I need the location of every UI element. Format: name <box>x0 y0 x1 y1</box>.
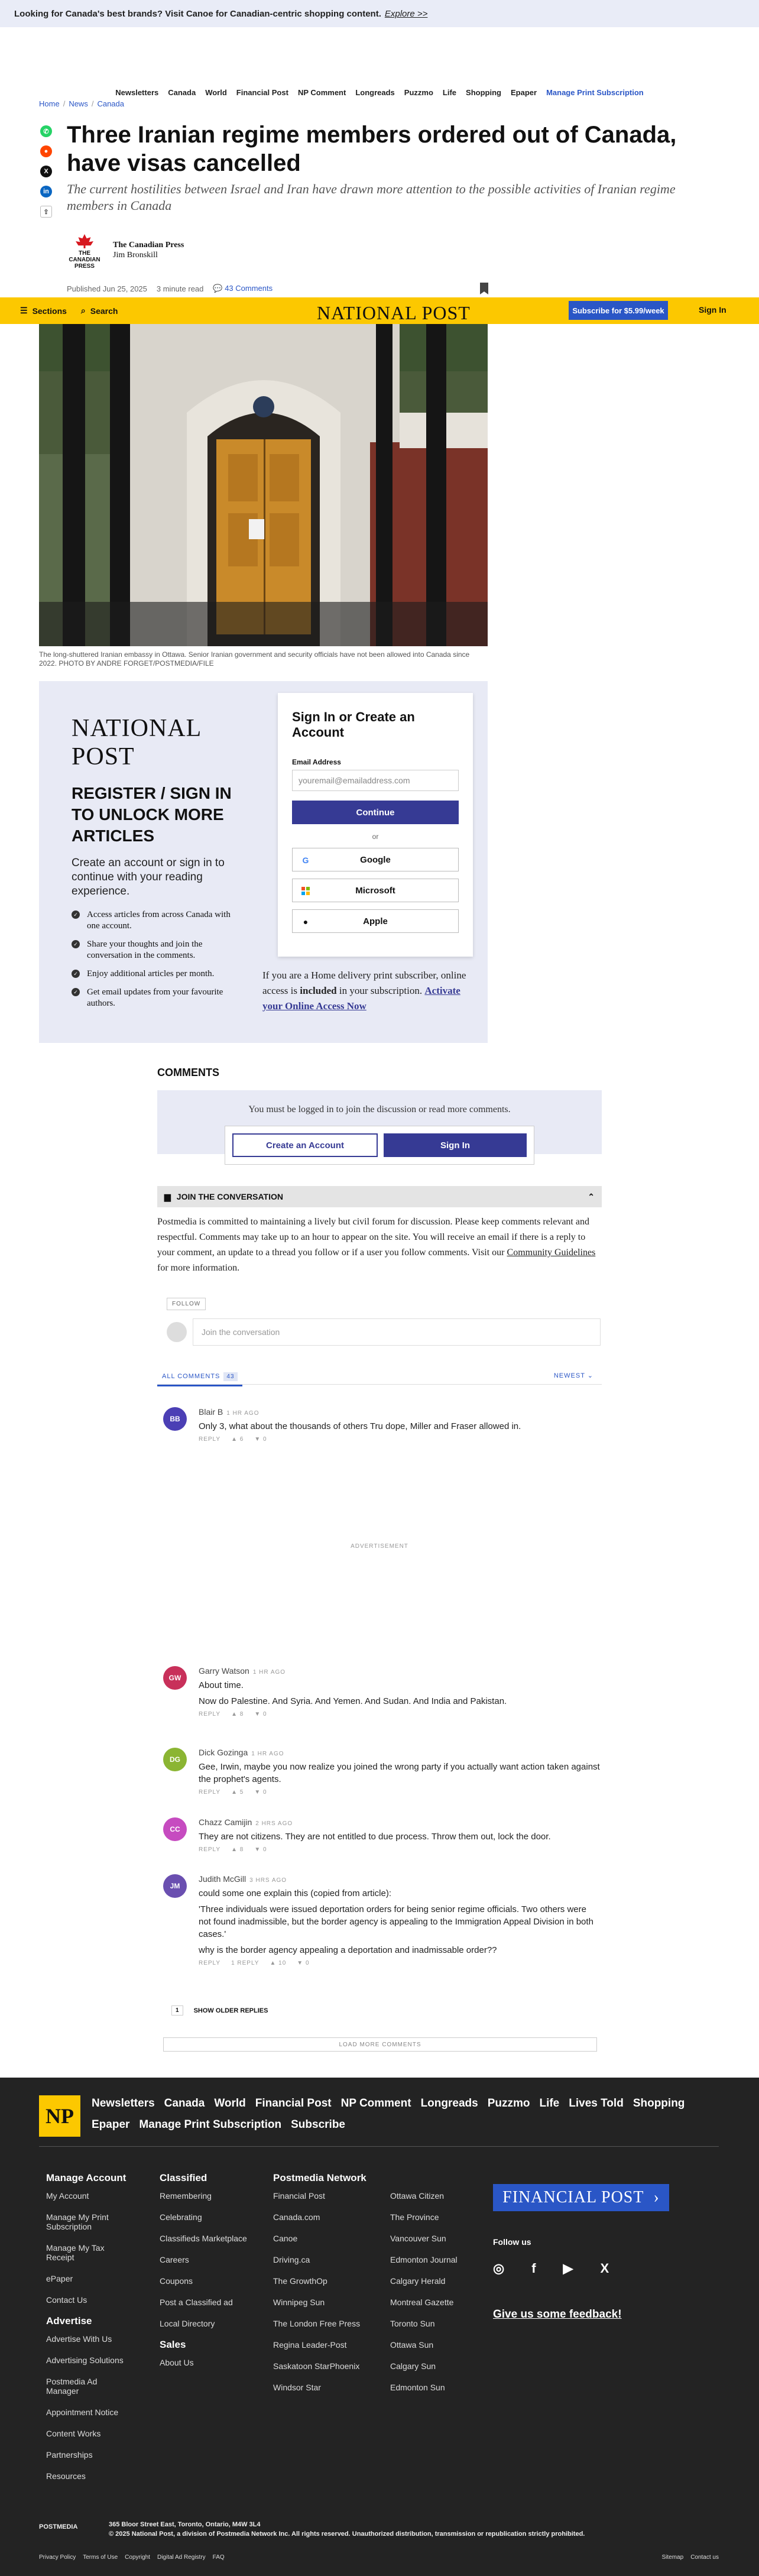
downvote-button[interactable]: ▼ 0 <box>254 1789 267 1796</box>
email-label: Email Address <box>292 758 341 766</box>
footer-link[interactable]: The GrowthOp <box>273 2276 327 2286</box>
nav-shopping[interactable]: Shopping <box>466 88 501 97</box>
footer-link[interactable]: ePaper <box>46 2274 73 2283</box>
commenter-name[interactable]: Chazz Camijin <box>199 1817 252 1827</box>
read-time: 3 minute read <box>156 284 204 293</box>
article-deck: The current hostilities between Israel and Iran have drawn more attention to the possible activities of Iranian regime members in Canada <box>67 182 676 213</box>
footer-link[interactable]: FAQ <box>212 2554 225 2561</box>
footer-link[interactable]: Calgary Sun <box>390 2361 436 2371</box>
footer-link[interactable]: Calgary Herald <box>390 2276 446 2286</box>
footer-divider <box>39 2146 719 2147</box>
search-button[interactable]: ⌕ Search <box>80 306 118 316</box>
footer-link[interactable]: About Us <box>160 2358 194 2367</box>
footer-link[interactable]: Toronto Sun <box>390 2319 435 2328</box>
footer-link[interactable]: Partnerships <box>46 2450 93 2460</box>
benefit-item: ✓ Get email updates from your favourite authors. <box>72 987 243 1009</box>
footer-link[interactable]: Winnipeg Sun <box>273 2298 325 2307</box>
check-icon: ✓ <box>72 910 80 919</box>
downvote-button[interactable]: ▼ 0 <box>254 1846 267 1853</box>
chevron-down-icon: ⌄ <box>587 1372 593 1379</box>
sign-in-title: Sign In or Create an Account <box>292 709 415 740</box>
google-icon: G <box>302 856 309 865</box>
nav-longreads[interactable]: Longreads <box>355 88 395 97</box>
instagram-icon[interactable]: ◎ <box>493 2261 505 2276</box>
footer-nav-item[interactable]: Life <box>539 2097 560 2110</box>
community-policy: Postmedia is committed to maintaining a lively but civil forum for discussion. Please keep comments relevant and respectful. Comments may take up to an hour to appear on the site. You will receive an email if there is a reply to your comment, an update to a thread you follow or if a user you follow comments. Visit our Community Guidelines for more information. <box>157 1217 596 1273</box>
benefit-item: ✓ Share your thoughts and join the conversation in the comments. <box>72 939 243 961</box>
footer-link[interactable]: Privacy Policy <box>39 2554 76 2561</box>
reply-button[interactable]: REPLY <box>199 1436 221 1443</box>
footer-link[interactable]: Manage My Tax Receipt <box>46 2243 105 2262</box>
byline <box>67 234 184 271</box>
comments-sign-in-button[interactable]: Sign In <box>384 1133 527 1157</box>
check-icon: ✓ <box>72 940 80 948</box>
upvote-button[interactable]: ▲ 5 <box>231 1789 244 1796</box>
linkedin-icon[interactable]: in <box>40 186 52 197</box>
footer-link[interactable]: Windsor Star <box>273 2383 321 2392</box>
footer-link[interactable]: Advertise With Us <box>46 2334 112 2344</box>
nav-canada[interactable]: Canada <box>168 88 196 97</box>
nav-world[interactable]: World <box>205 88 227 97</box>
footer-nav-item[interactable]: World <box>214 2097 246 2110</box>
footer-link[interactable]: Financial Post <box>273 2191 325 2201</box>
nav-financial-post[interactable]: Financial Post <box>236 88 288 97</box>
nav-puzzmo[interactable]: Puzzmo <box>404 88 433 97</box>
commenter-name[interactable]: Garry Watson <box>199 1666 249 1676</box>
comments-login-box <box>157 1090 602 1154</box>
footer-link[interactable]: Digital Ad Registry <box>157 2554 206 2561</box>
footer-nav-item[interactable]: NP Comment <box>340 2097 411 2110</box>
avatar[interactable]: GW <box>163 1666 187 1690</box>
apple-icon: ● <box>303 917 309 926</box>
subscribe-button[interactable]: Subscribe for $5.99/week <box>569 301 668 320</box>
downvote-button[interactable]: ▼ 0 <box>254 1436 267 1443</box>
footer-link[interactable]: Sitemap <box>661 2554 684 2561</box>
microsoft-button[interactable]: Microsoft <box>292 879 459 902</box>
footer-link[interactable]: Canoe <box>273 2234 298 2243</box>
footer-nav-item[interactable]: Financial Post <box>255 2097 332 2110</box>
bookmark-icon[interactable] <box>480 283 488 294</box>
published-date: Published Jun 25, 2025 <box>67 284 147 293</box>
comment-text: 'Three individuals were issued deportation orders for being senior regime officials. Two others were not found inadmissible, but the border agency is appealing to the Immigration Appeal Division in both cases.' <box>199 1904 593 1939</box>
comment-item <box>163 1817 601 1853</box>
tab-all-comments[interactable]: ALL COMMENTS 43 <box>157 1368 242 1386</box>
header-sign-in[interactable]: Sign In <box>699 305 726 315</box>
show-older-replies[interactable]: 1 SHOW OLDER REPLIES <box>171 2005 268 2016</box>
comment-text: They are not citizens. They are not entitled to due process. Throw them out, lock the door. <box>199 1832 551 1842</box>
comment-tabs <box>157 1367 602 1385</box>
comment-item <box>163 1666 601 1718</box>
canadian-press-logo: THE CANADIAN PRESS <box>67 234 102 271</box>
footer-nav <box>92 2095 718 2133</box>
footer-nav-item[interactable]: Epaper <box>92 2118 130 2131</box>
sort-newest[interactable]: NEWEST ⌄ <box>553 1372 593 1379</box>
footer-link[interactable]: Remembering <box>160 2191 212 2201</box>
breadcrumb-canada[interactable]: Canada <box>97 99 124 108</box>
share-link-icon[interactable]: ⇪ <box>40 206 52 218</box>
avatar[interactable]: CC <box>163 1817 187 1841</box>
comment-icon: 💬 <box>213 284 223 293</box>
author-name[interactable]: Jim Bronskill <box>113 251 158 260</box>
footer-link[interactable]: Manage My Print Subscription <box>46 2212 109 2231</box>
commenter-name[interactable]: Judith McGill <box>199 1874 246 1884</box>
downvote-button[interactable]: ▼ 0 <box>254 1711 267 1718</box>
comment-time: 3 HRS AGO <box>249 1877 287 1884</box>
footer-nav-item[interactable]: Canada <box>164 2097 205 2110</box>
comments-login-message: You must be logged in to join the discussion or read more comments. <box>248 1104 511 1114</box>
footer-link[interactable]: Post a Classified ad <box>160 2298 233 2307</box>
user-avatar <box>167 1322 187 1342</box>
nav-np-comment[interactable]: NP Comment <box>297 88 346 97</box>
reply-button[interactable]: REPLY <box>199 1711 221 1718</box>
footer-link[interactable]: Copyright <box>125 2554 150 2561</box>
reply-button[interactable]: REPLY <box>199 1960 221 1966</box>
benefit-item: ✓ Access articles from across Canada with one account. <box>72 909 243 932</box>
advertisement-label: ADVERTISEMENT <box>351 1543 408 1550</box>
comment-text: why is the border agency appealing a deportation and inadmissable order?? <box>199 1945 497 1955</box>
check-icon: ✓ <box>72 970 80 978</box>
footer-link[interactable]: Careers <box>160 2255 189 2264</box>
footer-link[interactable]: Ottawa Sun <box>390 2340 434 2350</box>
promo-banner <box>0 0 759 27</box>
comment-time: 1 HR AGO <box>226 1410 260 1417</box>
footer-nav-item[interactable]: Newsletters <box>92 2097 155 2110</box>
footer-link[interactable]: Celebrating <box>160 2212 202 2222</box>
footer-link[interactable]: Edmonton Journal <box>390 2255 458 2264</box>
footer-link[interactable]: Postmedia Ad Manager <box>46 2377 98 2396</box>
reddit-icon[interactable]: ● <box>40 145 52 157</box>
comment-time: 1 HR AGO <box>251 1751 284 1757</box>
footer-classified: Classified Remembering Celebrating Classifieds Marketplace Careers Coupons Post a Classified ad Local Directory Sales About Us <box>160 2173 266 2379</box>
author-org[interactable]: The Canadian Press <box>113 241 184 250</box>
apple-button[interactable]: ● Apple <box>292 909 459 933</box>
footer-nav-item[interactable]: Shopping <box>632 2097 685 2110</box>
footer-nav-item[interactable]: Manage Print Subscription <box>139 2118 282 2131</box>
nav-newsletters[interactable]: Newsletters <box>115 88 159 97</box>
youtube-icon[interactable]: ▶ <box>563 2261 573 2276</box>
email-field[interactable]: youremail@emailaddress.com <box>292 770 459 791</box>
footer-link[interactable]: Terms of Use <box>83 2554 118 2561</box>
footer-nav-item[interactable]: Lives Told <box>569 2097 624 2110</box>
whatsapp-icon[interactable]: ✆ <box>40 125 52 137</box>
article-headline: Three Iranian regime members ordered out of Canada, have visas cancelled <box>67 122 677 176</box>
commenter-name[interactable]: Dick Gozinga <box>199 1748 248 1757</box>
avatar[interactable]: DG <box>163 1748 187 1771</box>
comment-text: Now do Palestine. And Syria. And Yemen. And Sudan. And India and Pakistan. <box>199 1696 507 1706</box>
registration-wall <box>39 681 488 1043</box>
footer-link[interactable]: Regina Leader-Post <box>273 2340 347 2350</box>
footer-bottom-links <box>39 2554 719 2561</box>
share-bar <box>40 125 52 218</box>
footer-nav-item[interactable]: Longreads <box>420 2097 478 2110</box>
activate-online-access-link[interactable]: Activate your Online Access Now <box>262 985 460 1012</box>
footer-link[interactable]: Vancouver Sun <box>390 2234 446 2243</box>
footer-link[interactable]: Montreal Gazette <box>390 2298 454 2307</box>
comments-link[interactable]: 💬 43 Comments <box>213 284 273 293</box>
reply-button[interactable]: REPLY <box>199 1846 221 1853</box>
breadcrumb-home[interactable]: Home <box>39 99 60 108</box>
comment-item <box>163 1407 601 1443</box>
reg-subheading: Create an account or sign in to continue with your reading experience. <box>72 857 225 897</box>
comment-item <box>163 1874 601 1966</box>
footer-link[interactable]: Contact us <box>690 2554 719 2561</box>
follow-button[interactable]: FOLLOW <box>167 1298 206 1310</box>
nav-manage-print[interactable]: Manage Print Subscription <box>546 88 644 97</box>
community-guidelines-link[interactable]: Community Guidelines <box>507 1248 596 1258</box>
comment-text: About time. <box>199 1680 244 1690</box>
comment-text: Gee, Irwin, maybe you now realize you joined the wrong party if you actually want action taken against the prophet's agents. <box>199 1762 600 1784</box>
national-post-logo[interactable]: NATIONAL POST <box>317 302 471 323</box>
microsoft-icon <box>301 886 310 896</box>
footer-address: 365 Bloor Street East, Toronto, Ontario, M4W 3L4 <box>109 2521 261 2528</box>
footer-link[interactable]: Saskatoon StarPhoenix <box>273 2361 360 2371</box>
footer-link[interactable]: Edmonton Sun <box>390 2383 445 2392</box>
replies-count[interactable]: 1 REPLY <box>231 1960 260 1966</box>
create-account-button[interactable]: Create an Account <box>232 1133 378 1157</box>
footer-nav-item[interactable]: Puzzmo <box>487 2097 530 2110</box>
footer-link[interactable]: The Province <box>390 2212 439 2222</box>
footer-link[interactable]: Appointment Notice <box>46 2407 119 2417</box>
footer-link[interactable]: Canada.com <box>273 2212 320 2222</box>
footer-link[interactable]: Advertising Solutions <box>46 2355 124 2365</box>
reg-logo: NATIONAL POST <box>72 715 201 770</box>
footer-manage-account: Manage Account My Account Manage My Print Subscription Manage My Tax Receipt ePaper Contact Us Advertise Advertise With Us Advertising Solutions Postmedia Ad Manager Appointment Notice Content Works Partnerships Resources <box>46 2173 129 2493</box>
nav-life[interactable]: Life <box>442 88 457 97</box>
avatar[interactable]: JM <box>163 1874 187 1898</box>
postmedia-logo[interactable]: POSTMEDIA <box>39 2523 78 2530</box>
footer-link[interactable]: My Account <box>46 2191 89 2201</box>
upvote-button[interactable]: ▲ 8 <box>231 1846 244 1853</box>
financial-post-button[interactable]: FINANCIAL POST › <box>493 2184 669 2211</box>
comment-time: 1 HR AGO <box>252 1669 286 1676</box>
chevron-up-icon[interactable]: ⌃ <box>588 1191 595 1201</box>
photo-caption: The long-shuttered Iranian embassy in Ottawa. Senior Iranian government and security officials have not been allowed into Canada since 2022. PHOTO BY ANDRE FORGET/POSTMEDIA/FILE <box>39 650 470 668</box>
comment-time: 2 HRS AGO <box>255 1820 293 1827</box>
sign-in-card <box>278 693 473 957</box>
google-button[interactable]: G Google <box>292 848 459 871</box>
promo-explore-link[interactable]: Explore >> <box>384 8 428 19</box>
join-conversation-input[interactable]: Join the conversation <box>193 1318 601 1346</box>
check-icon: ✓ <box>72 988 80 996</box>
reg-heading: REGISTER / SIGN IN TO UNLOCK MORE ARTICLES <box>72 784 232 845</box>
nav-epaper[interactable]: Epaper <box>510 88 537 97</box>
reg-benefits <box>72 909 243 1009</box>
chevron-right-icon: › <box>653 2188 660 2206</box>
footer-nav-item[interactable]: Subscribe <box>291 2118 345 2131</box>
footer-copyright: © 2025 National Post, a division of Postmedia Network Inc. All rights reserved. Unauthorized distribution, transmission or republication strictly prohibited. <box>109 2530 585 2538</box>
breadcrumb-news[interactable]: News <box>69 99 88 108</box>
reply-button[interactable]: REPLY <box>199 1789 221 1796</box>
menu-icon: ☰ <box>20 306 28 315</box>
sections-button[interactable]: ☰ Sections <box>20 306 67 316</box>
search-icon: ⌕ <box>80 306 86 315</box>
footer-link[interactable]: Classifieds Marketplace <box>160 2234 247 2243</box>
print-subscriber-note: If you are a Home delivery print subscriber, online access is included in your subscription. Activate your Online Access Now <box>262 970 466 1012</box>
avatar[interactable]: BB <box>163 1407 187 1431</box>
upvote-button[interactable]: ▲ 8 <box>231 1711 244 1718</box>
continue-button[interactable]: Continue <box>292 801 459 824</box>
facebook-icon[interactable]: f <box>531 2261 536 2276</box>
x-icon[interactable]: X <box>600 2261 609 2276</box>
promo-text: Looking for Canada's best brands? Visit Canoe for Canadian-centric shopping content. <box>14 8 381 19</box>
load-more-comments-button[interactable]: LOAD MORE COMMENTS <box>163 2037 597 2052</box>
article-photo <box>39 324 488 646</box>
commenter-name[interactable]: Blair B <box>199 1407 223 1417</box>
or-divider: or <box>372 832 379 841</box>
downvote-button[interactable]: ▼ 0 <box>297 1960 310 1966</box>
chat-icon: ▆ <box>164 1191 171 1201</box>
comment-item <box>163 1748 601 1796</box>
site-footer <box>0 2078 759 2576</box>
footer-link[interactable]: Content Works <box>46 2429 101 2438</box>
comment-text: Only 3, what about the thousands of others Tru dope, Miller and Fraser allowed in. <box>199 1421 521 1431</box>
x-icon[interactable]: X <box>40 166 52 177</box>
footer-link[interactable]: Ottawa Citizen <box>390 2191 445 2201</box>
footer-link[interactable]: Coupons <box>160 2276 193 2286</box>
benefit-item: ✓ Enjoy additional articles per month. <box>72 968 243 980</box>
upvote-button[interactable]: ▲ 10 <box>270 1960 287 1966</box>
publish-info <box>67 284 273 293</box>
footer-link[interactable]: Local Directory <box>160 2319 215 2328</box>
footer-link[interactable]: The London Free Press <box>273 2319 361 2328</box>
comment-count: 43 <box>223 1372 237 1381</box>
footer-link[interactable]: Contact Us <box>46 2295 87 2305</box>
upvote-button[interactable]: ▲ 6 <box>231 1436 244 1443</box>
follow-us-label: Follow us <box>493 2237 531 2247</box>
comment-text: could some one explain this (copied from article): <box>199 1888 391 1898</box>
footer-link[interactable]: Driving.ca <box>273 2255 310 2264</box>
social-links <box>493 2261 609 2276</box>
breadcrumb: Home / News / Canada <box>39 99 124 108</box>
footer-postmedia-network: Postmedia Network Financial Post Canada.com Canoe Driving.ca The GrowthOp Winnipeg Sun The London Free Press Regina Leader-Post Saskatoon StarPhoenix Windsor Star Ottawa Citizen The Province Vancouver Sun Edmonton Journal Calgary Herald Montreal Gazette Toronto Sun Ottawa Sun Calgary Sun Edmonton Sun <box>273 2173 474 2416</box>
footer-link[interactable]: Resources <box>46 2471 86 2481</box>
np-footer-logo[interactable]: NP <box>39 2095 80 2137</box>
feedback-link[interactable]: Give us some feedback! <box>493 2308 622 2321</box>
comments-title: COMMENTS <box>157 1067 219 1078</box>
comment-composer <box>167 1318 601 1346</box>
join-conversation-header[interactable]: ▆ JOIN THE CONVERSATION ⌃ <box>157 1186 602 1207</box>
